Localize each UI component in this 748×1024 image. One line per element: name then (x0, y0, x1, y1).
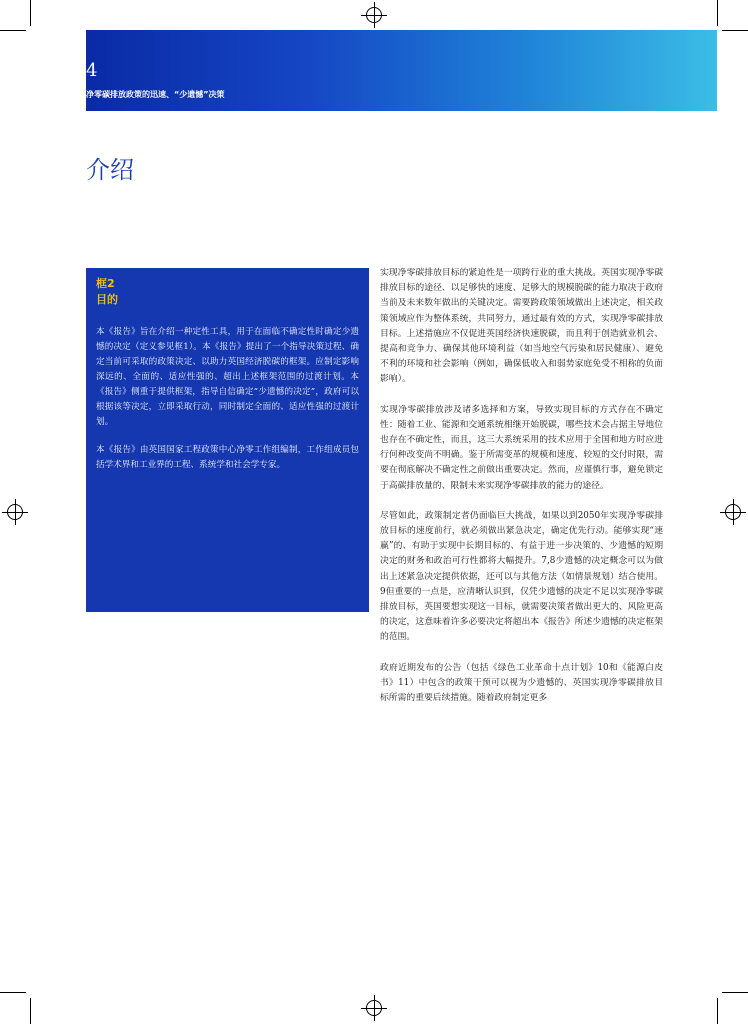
crop-mark (30, 998, 31, 1024)
crop-mark (30, 0, 31, 26)
crop-mark (0, 30, 26, 31)
crop-mark (717, 998, 718, 1024)
crop-mark (0, 992, 26, 993)
section-title: 介绍 (86, 156, 134, 184)
registration-mark-icon (7, 504, 23, 520)
box-heading: 目的 (96, 293, 118, 306)
registration-mark-icon (366, 1000, 382, 1016)
crop-mark (722, 992, 748, 993)
registration-mark-icon (366, 7, 382, 23)
body-paragraph: 政府近期发布的公告（包括《绿色工业革命十点计划》10和《能源白皮书》11）中包含的政策干预可以视为少遗憾的、英国实现净零碳排放目标所需的重要后续措施。随着政府制定更多 (380, 662, 663, 704)
box-paragraph: 本《报告》旨在介绍一种定性工具，用于在面临不确定性时确定少遗憾的决定（定义参见框1）。本《报告》提出了一个指导决策过程、确定当前可采取的政策决定、以助力英国经济脱碳的框架。应制定影响深远的、全面的、适应性强的、超出上述框架范围的过渡计划。本《报告》侧重于提供框架，指导自信确定“少遗憾的决定”，政府可以根据该等决定，立即采取行动，同时制定全面的、适应性强的过渡计划。 (96, 327, 359, 427)
sidebar-box (86, 268, 369, 612)
box-paragraph: 本《报告》由英国国家工程政策中心净零工作组编制，工作组成员包括学术界和工业界的工程、系统学和社会学专家。 (96, 445, 359, 470)
registration-mark-icon (725, 504, 741, 520)
body-paragraph: 实现净零碳排放涉及诸多选择和方案，导致实现目标的方式存在不确定性：随着工业、能源和交通系统相继开始脱碳，哪些技术会占据主导地位也存在不确定性，而且，这三大系统采用的技术应用于全国和地方时应进行何种改变尚不明确。鉴于所需变革的规模和速度、较短的交付时限，需要在彻底解决不确定性之前做出重要决定。然而，应谨慎行事，避免锁定于高碳排放量的、限制未来实现净零碳排放的能力的途径。 (380, 404, 663, 491)
page-number: 4 (86, 60, 98, 81)
body-paragraph: 尽管如此，政策制定者仍面临巨大挑战，如果以到2050年实现净零碳排放目标的速度前行，就必须做出紧急决定，确定优先行动。能够实现“速赢”的、有助于实现中长期目标的、有益于进一步决策的、少遗憾的短期决定的财务和政治可行性都将大幅提升。7,8少遗憾的决定概念可以为做出上述紧急决定提供依据，还可以与其他方法（如情景规划）结合使用。9但重要的一点是，应清晰认识到，仅凭少遗憾的决定不足以实现净零碳排放目标，英国要想实现这一目标，就需要决策者做出更大的、风险更高的决定，这意味着许多必要决定将超出本《报告》所述少遗憾的决定框架的范围。 (380, 510, 663, 643)
running-head: 净零碳排放政策的迅速、“少遗憾”决策 (86, 90, 225, 99)
box-label: 框2 (96, 277, 115, 290)
crop-mark (722, 30, 748, 31)
body-paragraph: 实现净零碳排放目标的紧迫性是一项跨行业的重大挑战。英国实现净零碳排放目标的途径、以足够快的速度、足够大的规模脱碳的能力取决于政府当前及未来数年做出的关键决定。需要跨政策领域做出上述决定，相关政策领域应作为整体系统，共同努力，通过最有效的方式，实现净零碳排放目标。上述措施应不仅促进英国经济快速脱碳，而且利于创造就业机会、提高和竞争力、确保其他环境利益（如当地空气污染和居民健康）、避免不利的环境和社会影响（例如，确保低收入和弱势家庭免受不相称的负面影响）。 (380, 268, 663, 385)
body-column (380, 266, 663, 721)
crop-mark (717, 0, 718, 26)
